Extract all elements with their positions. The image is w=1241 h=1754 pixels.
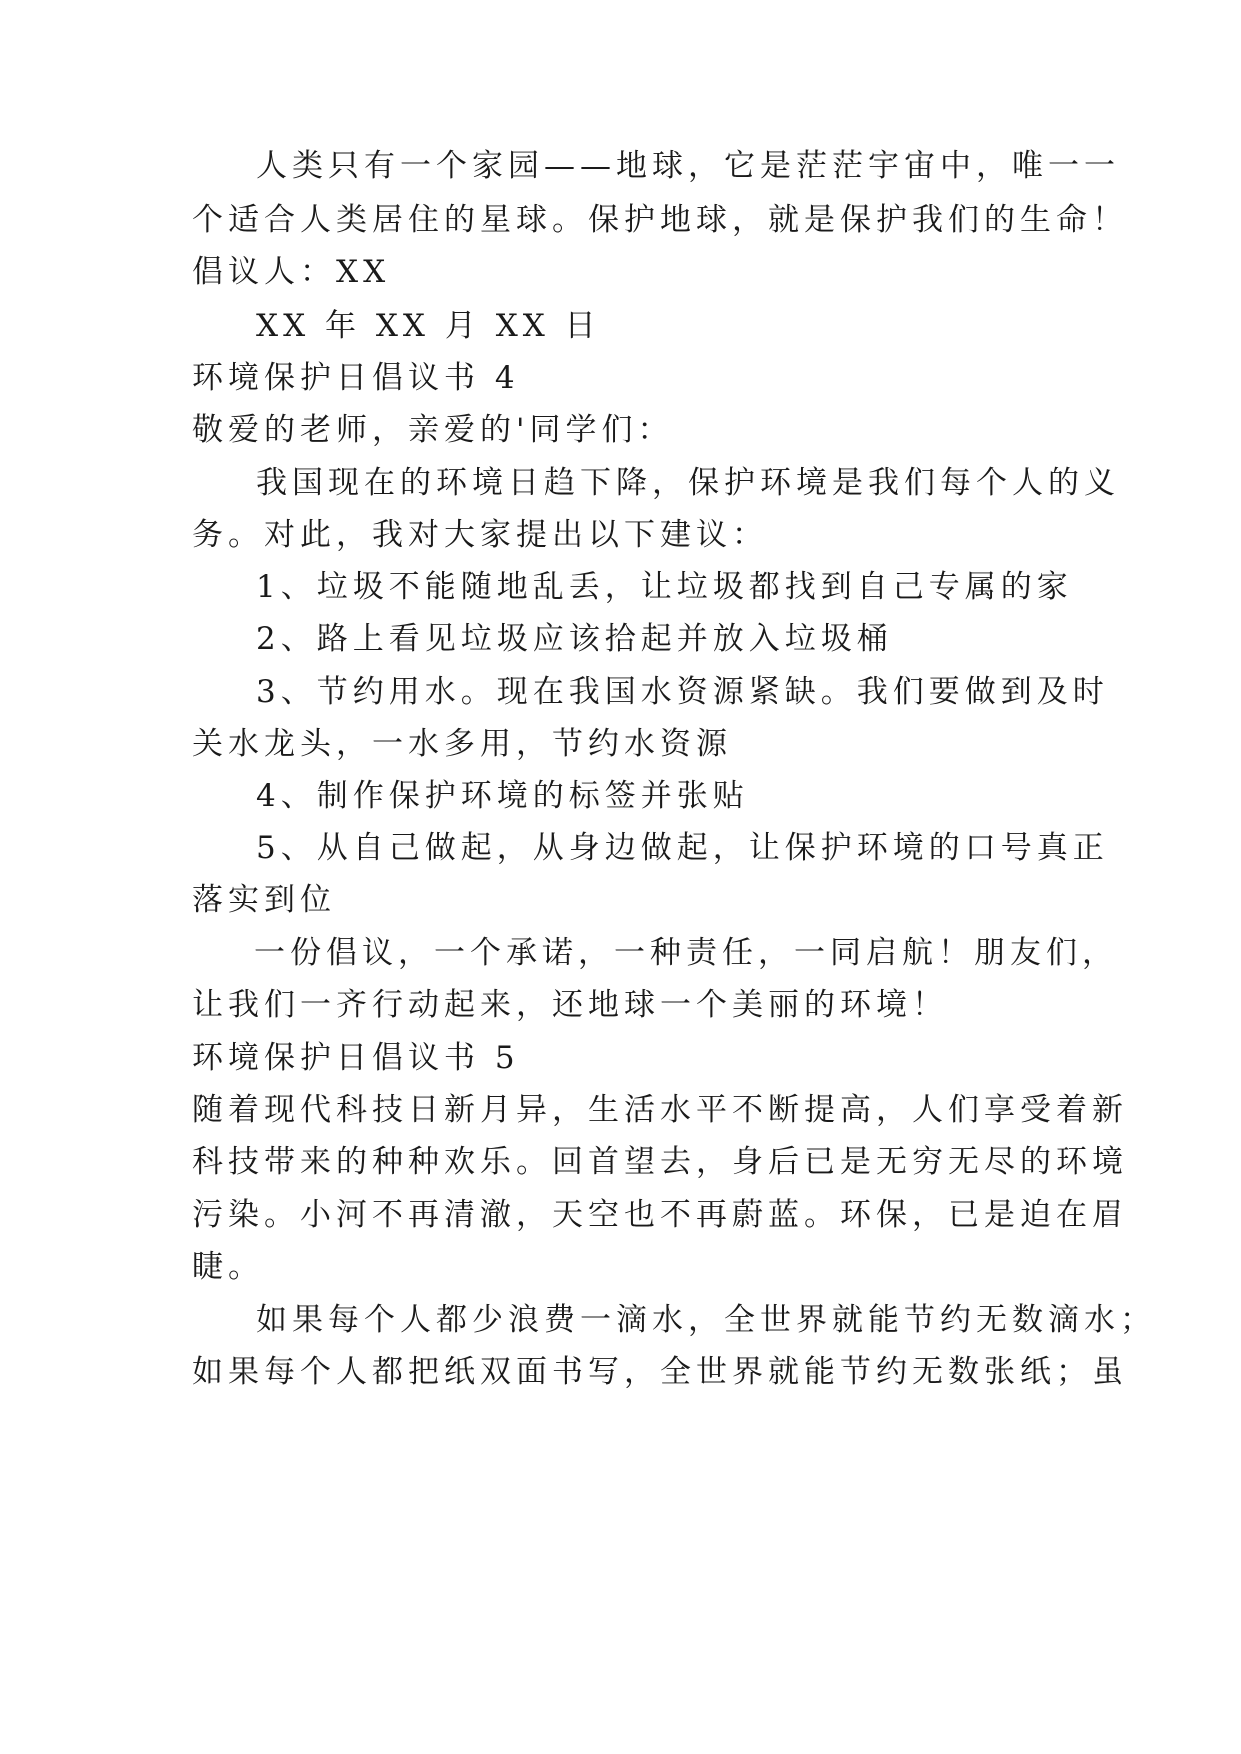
paragraph-line: 如果每个人都把纸双面书写，全世界就能节约无数张纸；虽	[192, 1354, 1128, 1390]
date-line: XX 年 XX 月 XX 日	[256, 308, 601, 344]
section-title: 环境保护日倡议书 4	[192, 360, 520, 396]
section-title: 环境保护日倡议书 5	[192, 1040, 520, 1076]
paragraph-line: 人类只有一个家园——地球，它是茫茫宇宙中，唯一一	[256, 148, 1120, 184]
paragraph-line: 睫。	[192, 1249, 264, 1285]
paragraph-line: 污染。小河不再清澈，天空也不再蔚蓝。环保，已是迫在眉	[192, 1197, 1128, 1233]
list-item: 2、路上看见垃圾应该拾起并放入垃圾桶	[256, 621, 893, 657]
list-item: 4、制作保护环境的标签并张贴	[256, 778, 749, 814]
list-item-continuation: 落实到位	[192, 882, 336, 918]
paragraph-line: 务。对此，我对大家提出以下建议：	[192, 517, 768, 553]
paragraph-line: 个适合人类居住的星球。保护地球，就是保护我们的生命！	[192, 202, 1128, 238]
paragraph-line: 随着现代科技日新月异，生活水平不断提高，人们享受着新	[192, 1092, 1128, 1128]
paragraph-line: 科技带来的种种欢乐。回首望去，身后已是无穷无尽的环境	[192, 1144, 1128, 1180]
signer-line: 倡议人：XX	[192, 254, 391, 290]
list-item: 1、垃圾不能随地乱丢，让垃圾都找到自己专属的家	[256, 569, 1073, 605]
paragraph-line: 我国现在的环境日趋下降，保护环境是我们每个人的义	[256, 465, 1120, 501]
greeting-line: 敬爱的老师，亲爱的'同学们：	[192, 412, 674, 448]
paragraph-line: 一份倡议，一个承诺，一种责任，一同启航！朋友们，	[254, 935, 1118, 971]
list-item-continuation: 关水龙头，一水多用，节约水资源	[192, 726, 732, 762]
paragraph-line: 如果每个人都少浪费一滴水，全世界就能节约无数滴水；	[256, 1302, 1156, 1338]
paragraph-line: 让我们一齐行动起来，还地球一个美丽的环境！	[192, 987, 948, 1023]
list-item: 5、从自己做起，从身边做起，让保护环境的口号真正	[256, 830, 1109, 866]
list-item: 3、节约用水。现在我国水资源紧缺。我们要做到及时	[256, 674, 1109, 710]
